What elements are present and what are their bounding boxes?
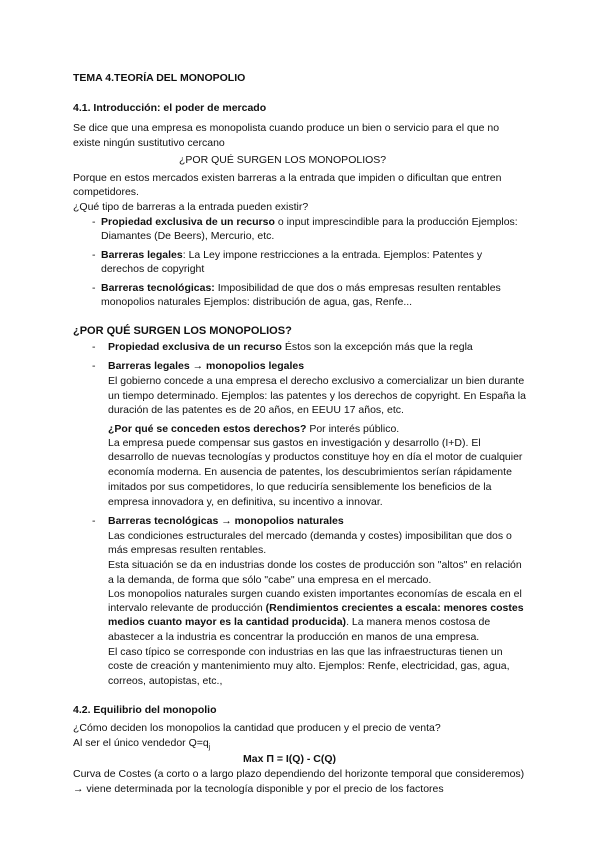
list-item-line: monopolios naturales Ejemplos: distribución de agua, gas, Renfe... xyxy=(101,296,413,308)
list-item: Propiedad exclusiva de un recurso Éstos son la excepción más que la regla xyxy=(108,341,473,353)
paragraph-line: El caso típico se corresponde con industrias en las que las infraestructuras tienen un xyxy=(108,646,503,658)
paragraph-line: correos, autopistas, etc., xyxy=(108,675,223,687)
list-item: Barreras legales: La Ley impone restricciones a la entrada. Ejemplos: Patentes y xyxy=(101,249,483,261)
paragraph-line: El gobierno concede a una empresa el derecho exclusivo a comercializar un bien durante xyxy=(108,375,525,387)
paragraph-line: medios cuanto mayor es la cantidad producida). La manera menos costosa de xyxy=(108,616,491,628)
list-item-dash: - xyxy=(92,341,96,353)
list-item-heading: Barreras legales → monopolios legales xyxy=(108,360,305,372)
section-4-1-heading: 4.1. Introducción: el poder de mercado xyxy=(73,102,267,114)
paragraph-line: Esta situación se da en industrias donde los costes de producción son "altos" en relación xyxy=(108,559,522,571)
list-item-dash: - xyxy=(92,282,96,294)
list-item-line: derechos de copyright xyxy=(101,263,205,275)
paragraph-line: competidores. xyxy=(73,186,139,198)
paragraph-line: más empresas resulten rentables. xyxy=(108,544,267,556)
paragraph-line: existe ningún sustitutivo cercano xyxy=(73,137,225,149)
paragraph-line: intervalo relevante de producción (Rendimientos crecientes a escala: menores costes xyxy=(108,602,524,614)
paragraph-line: ¿Cómo deciden los monopolios la cantidad que producen y el precio de venta? xyxy=(73,722,441,734)
list-item-dash: - xyxy=(92,515,96,527)
profit-formula: Max Π = I(Q) - C(Q) xyxy=(243,753,337,765)
centered-question: ¿POR QUÉ SURGEN LOS MONOPOLIOS? xyxy=(179,154,387,166)
paragraph-line: desarrollo de nuevas tecnologías y productos constituye hoy en día el motor de cualquier xyxy=(108,451,523,463)
paragraph-line: Al ser el único vendedor $Q=q_j$ xyxy=(73,737,211,752)
list-item-dash: - xyxy=(92,216,96,228)
list-item: Barreras tecnológicas: Imposibilidad de que dos o más empresas resulten rentables xyxy=(101,282,501,294)
paragraph-line: a la demanda, de forma que sólo "cabe" una empresa en el mercado. xyxy=(108,574,432,586)
list-item-line: Diamantes (De Beers), Mercurio, etc. xyxy=(101,230,275,242)
why-heading: ¿POR QUÉ SURGEN LOS MONOPOLIOS? xyxy=(73,325,292,337)
list-item-dash: - xyxy=(92,249,96,261)
paragraph-line: ¿Por qué se conceden estos derechos? Por interés público. xyxy=(108,423,400,435)
section-4-2-heading: 4.2. Equilibrio del monopolio xyxy=(73,704,217,716)
paragraph-line: La empresa puede compensar sus gastos en investigación y desarrollo (I+D). El xyxy=(108,437,481,449)
paragraph-line: coste de creación y mantenimiento muy alto. Ejemplos: Renfe, electricidad, gas, agua, xyxy=(108,660,510,672)
paragraph-line: Porque en estos mercados existen barreras a la entrada que impiden o dificultan que entren xyxy=(73,172,502,184)
paragraph-line: imitados por sus competidores, lo que reduciría sensiblemente los beneficios de la xyxy=(108,481,492,493)
paragraph-line: Curva de Costes (a corto o a largo plazo dependiendo del horizonte temporal que consideremos) xyxy=(73,768,525,780)
paragraph-line: ¿Qué tipo de barreras a la entrada pueden existir? xyxy=(73,201,309,213)
list-item: Propiedad exclusiva de un recurso o input imprescindible para la producción Ejemplos: xyxy=(101,216,518,228)
paragraph-line: un tiempo determinado. Ejemplos: las patentes y los derechos de copyright. En España la xyxy=(108,390,526,402)
paragraph-line: economía moderna. En ausencia de patentes, los descubrimientos serían rápidamente xyxy=(108,466,512,478)
paragraph-line: Se dice que una empresa es monopolista cuando produce un bien o servicio para el que no xyxy=(73,122,500,134)
paragraph-line: Los monopolios naturales surgen cuando existen importantes economías de escala en el xyxy=(108,588,522,600)
paragraph-line: abastecer a la industria es concentrar la producción en manos de una empresa. xyxy=(108,631,480,643)
document-title: TEMA 4.TEORÍA DEL MONOPOLIO xyxy=(73,72,246,84)
paragraph-line: Las condiciones estructurales del mercado (demanda y costes) imposibilitan que dos o xyxy=(108,530,512,542)
list-item-heading: Barreras tecnológicas → monopolios naturales xyxy=(108,515,344,527)
paragraph-line: duración de las patentes es de 20 años, en EEUU 17 años, etc. xyxy=(108,404,404,416)
list-item-dash: - xyxy=(92,360,96,372)
paragraph-line: → viene determinada por la tecnología disponible y por el precio de los factores xyxy=(73,783,444,795)
paragraph-line: empresa innovadora y, en definitiva, su incentivo a innovar. xyxy=(108,496,383,508)
